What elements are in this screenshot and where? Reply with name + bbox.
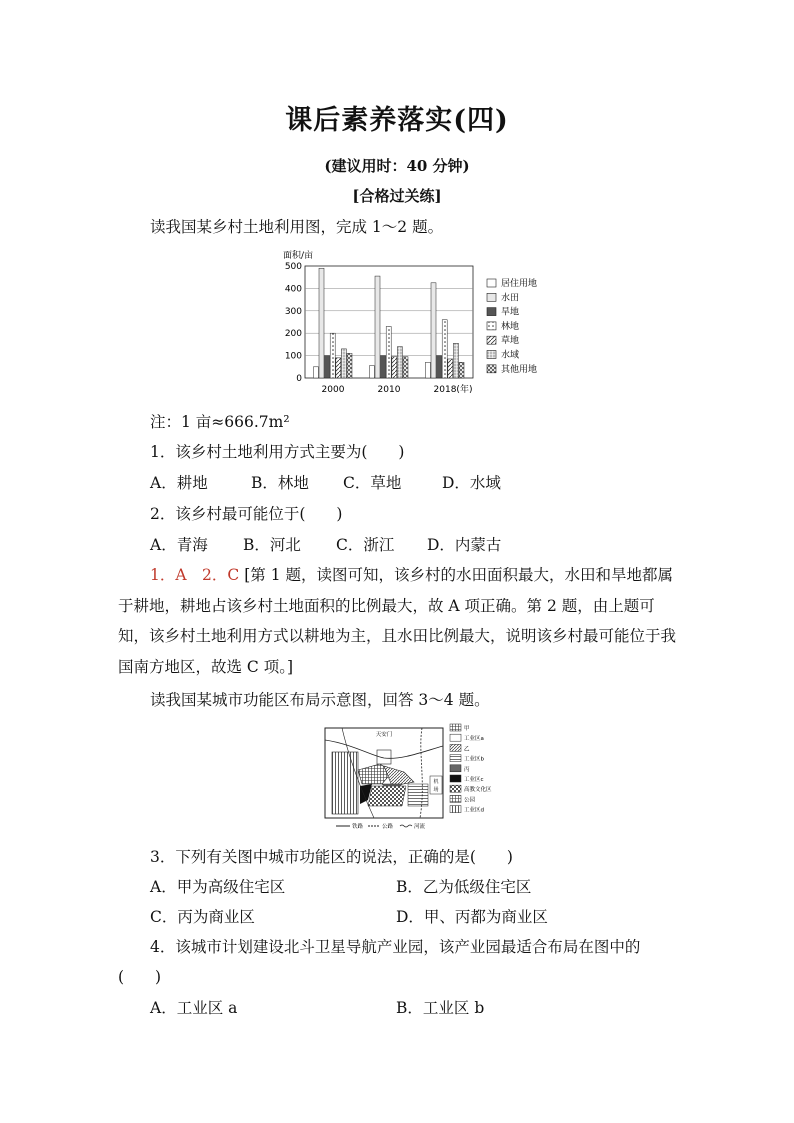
river-legend-label: 河流 bbox=[414, 824, 426, 830]
map-legend-label: 工业区a bbox=[464, 736, 484, 743]
q3-option-b: B．乙为低级住宅区 bbox=[396, 878, 532, 896]
x-tick-label: 2010 bbox=[377, 385, 401, 395]
q2-option-b: B．河北 bbox=[243, 536, 301, 554]
map-legend-label: 乙 bbox=[464, 746, 470, 753]
unit-note: 注：1 亩≈666.7m² bbox=[150, 413, 290, 431]
higher-education-area bbox=[368, 786, 406, 806]
airport-label-1: 机 bbox=[433, 779, 439, 785]
map-legend-swatch bbox=[450, 734, 461, 741]
bar bbox=[330, 333, 335, 378]
y-tick-label: 300 bbox=[284, 306, 302, 317]
bar bbox=[397, 347, 402, 378]
bar bbox=[369, 366, 374, 378]
legend-label: 水田 bbox=[501, 293, 520, 304]
y-tick-label: 100 bbox=[284, 351, 302, 362]
y-tick-label: 500 bbox=[284, 262, 302, 272]
river-legend-line bbox=[400, 825, 412, 827]
suggested-time: (建议用时：40 分钟) bbox=[324, 157, 470, 175]
bar bbox=[386, 326, 391, 378]
page-title: 课后素养落实(四) bbox=[285, 105, 509, 136]
map-legend-swatch bbox=[450, 775, 461, 782]
bar bbox=[425, 362, 430, 378]
map-legend-swatch bbox=[450, 755, 461, 762]
map-legend-label: 丙 bbox=[464, 766, 470, 773]
bar bbox=[381, 356, 386, 378]
map-legend-label: 工业区b bbox=[464, 756, 484, 763]
map-legend-swatch bbox=[450, 765, 461, 772]
bar bbox=[453, 343, 458, 378]
q4-option-a: A．工业区 a bbox=[150, 999, 238, 1017]
bar bbox=[459, 362, 464, 378]
industrial-zone-b-area bbox=[408, 784, 428, 806]
q2-option-a: A．青海 bbox=[150, 536, 208, 554]
bar bbox=[403, 357, 408, 378]
bar bbox=[431, 283, 436, 378]
q1-option-d: D．水域 bbox=[442, 474, 501, 492]
legend-swatch bbox=[487, 351, 496, 359]
answer-explanation bbox=[118, 560, 678, 682]
bar bbox=[336, 358, 341, 378]
q1-option-c: C．草地 bbox=[343, 474, 402, 492]
legend-label: 林地 bbox=[501, 321, 520, 332]
question-4-stem: 4．该城市计划建设北斗卫星导航产业园，该产业园最适合布局在图中的 bbox=[150, 938, 641, 956]
legend-swatch bbox=[487, 308, 496, 316]
question-3-stem: 3．下列有关图中城市功能区的说法，正确的是( ) bbox=[150, 848, 513, 866]
map-legend-label: 工业区c bbox=[464, 777, 484, 783]
question-4-blank: ( ) bbox=[118, 968, 162, 986]
map-legend-swatch bbox=[450, 785, 461, 792]
map-legend-label: 高教文化区 bbox=[464, 787, 492, 794]
legend-swatch bbox=[487, 322, 496, 330]
question-2-stem: 2．该乡村最可能位于( ) bbox=[150, 505, 343, 523]
q1-option-b: B．林地 bbox=[251, 474, 309, 492]
legend-swatch bbox=[487, 279, 496, 287]
answer-key: 1．A 2．C bbox=[150, 566, 240, 584]
q3-option-c: C．丙为商业区 bbox=[150, 908, 255, 926]
land-use-chart bbox=[275, 248, 565, 398]
q3-option-d: D．甲、丙都为商业区 bbox=[396, 908, 548, 926]
x-tick-label: 2000 bbox=[321, 385, 345, 395]
legend-label: 草地 bbox=[501, 336, 520, 347]
question-1-stem: 1．该乡村土地利用方式主要为( ) bbox=[150, 443, 405, 461]
intro-2: 读我国某城市功能区布局示意图，回答 3～4 题。 bbox=[150, 691, 490, 709]
bar bbox=[313, 367, 318, 378]
city-function-map bbox=[322, 722, 502, 832]
q2-option-c: C．浙江 bbox=[336, 536, 395, 554]
legend-label: 旱地 bbox=[501, 307, 520, 318]
y-tick-label: 0 bbox=[296, 374, 302, 384]
y-axis-label: 面积/亩 bbox=[283, 251, 314, 261]
bar bbox=[375, 276, 380, 378]
highway-legend-label: 公路 bbox=[382, 824, 394, 830]
bar bbox=[392, 357, 397, 378]
map-legend-swatch bbox=[450, 744, 461, 751]
legend-label: 水域 bbox=[501, 350, 520, 361]
bar bbox=[319, 268, 324, 378]
y-tick-label: 400 bbox=[284, 284, 302, 295]
tiananmen-label: 天安门 bbox=[375, 732, 393, 738]
railway-legend-label: 铁路 bbox=[352, 824, 364, 830]
map-legend-swatch bbox=[450, 724, 461, 731]
bar bbox=[437, 356, 442, 378]
bar bbox=[341, 349, 346, 378]
intro-1: 读我国某乡村土地利用图，完成 1～2 题。 bbox=[150, 218, 444, 236]
x-tick-label: 2018(年) bbox=[433, 385, 473, 395]
section-heading: [合格过关练] bbox=[352, 187, 442, 205]
industrial-zone-d-area bbox=[332, 752, 358, 814]
bar bbox=[448, 359, 453, 378]
legend-swatch bbox=[487, 293, 496, 301]
q4-option-b: B．工业区 b bbox=[396, 999, 485, 1017]
bar bbox=[325, 356, 330, 378]
legend-label: 居住用地 bbox=[501, 279, 538, 289]
q3-option-a: A．甲为高级住宅区 bbox=[150, 878, 286, 896]
map-legend-swatch bbox=[450, 795, 461, 802]
map-legend-label: 公园 bbox=[464, 797, 476, 804]
map-legend-label: 工业区d bbox=[464, 807, 484, 814]
q1-option-a: A．耕地 bbox=[150, 474, 208, 492]
legend-swatch bbox=[487, 336, 496, 344]
bar bbox=[442, 320, 447, 378]
map-legend-label: 甲 bbox=[464, 726, 470, 732]
airport-label-2: 场 bbox=[433, 787, 439, 793]
bar bbox=[347, 353, 352, 378]
legend-swatch bbox=[487, 365, 496, 373]
legend-label: 其他用地 bbox=[501, 364, 538, 375]
y-tick-label: 200 bbox=[284, 329, 302, 340]
answer-text: [第 1 题，读图可知，该乡村的水田面积最大，水田和旱地都属于耕地，耕地占该乡村土地面积的比例最大，故 A 项正确。第 2 题，由上题可知，该乡村土地利用方式以耕地为主，且水田比例最大，说明该乡村最可能位于我国南方地区，故选 C 项。] bbox=[118, 566, 677, 676]
q2-option-d: D．内蒙古 bbox=[427, 536, 502, 554]
map-legend-swatch bbox=[450, 806, 461, 813]
